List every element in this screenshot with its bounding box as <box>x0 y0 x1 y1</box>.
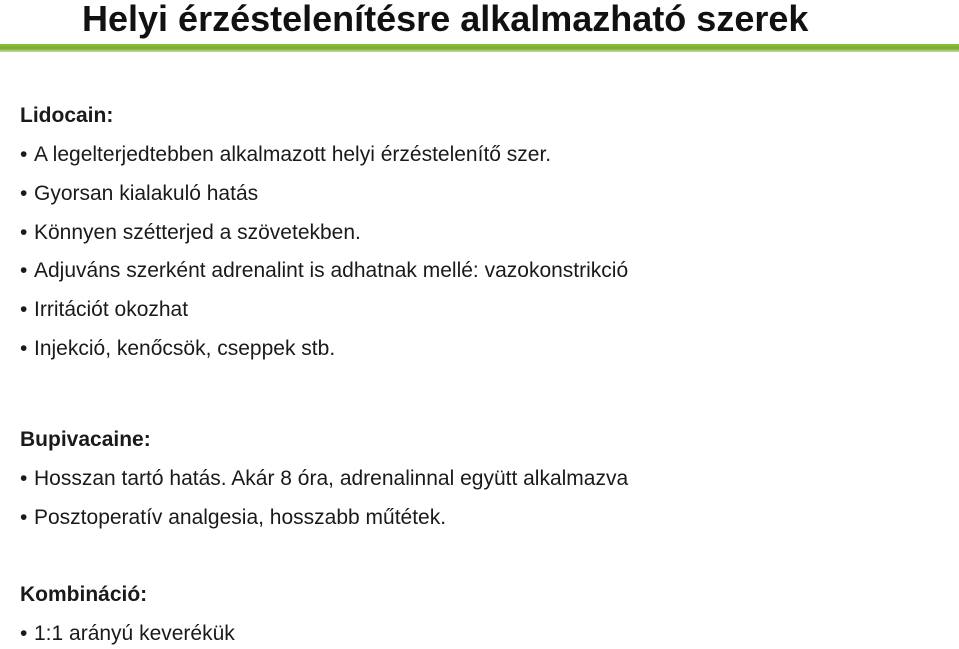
list-item <box>20 181 258 207</box>
page-title: Helyi érzéstelenítésre alkalmazható szerek <box>82 0 809 39</box>
list-item <box>20 142 551 168</box>
list-item <box>20 505 446 531</box>
list-item <box>20 466 628 492</box>
list-item <box>20 220 361 246</box>
list-item <box>20 258 628 284</box>
list-item-text: Irritációt okozhat <box>34 298 189 321</box>
bullet-icon: • <box>20 467 28 490</box>
bullet-icon: • <box>20 622 28 645</box>
title-underline-bar <box>0 44 959 52</box>
list-item <box>20 621 235 647</box>
list-item-text: Injekció, kenőcsök, cseppek stb. <box>34 337 336 360</box>
list-item-text: Könnyen szétterjed a szövetekben. <box>34 221 361 244</box>
bullet-icon: • <box>20 259 28 282</box>
bullet-icon: • <box>20 143 28 166</box>
list-item-text: A legelterjedtebben alkalmazott helyi érzéstelenítő szer. <box>34 143 552 166</box>
bullet-icon: • <box>20 298 28 321</box>
list-item-text: Posztoperatív analgesia, hosszabb műtétek. <box>34 506 447 529</box>
bullet-icon: • <box>20 337 28 360</box>
list-item-text: Hosszan tartó hatás. Akár 8 óra, adrenalinnal együtt alkalmazva <box>34 467 629 490</box>
list-item-text: 1:1 arányú keverékük <box>34 622 235 645</box>
section-heading-kombinacio: Kombináció: <box>20 583 148 606</box>
bullet-icon: • <box>20 221 28 244</box>
section-heading-lidocain: Lidocain: <box>20 104 114 127</box>
section-heading-bupivacaine: Bupivacaine: <box>20 428 151 451</box>
list-item-text: Adjuváns szerként adrenalint is adhatnak mellé: vazokonstrikció <box>34 259 629 282</box>
list-item <box>20 336 335 362</box>
bullet-icon: • <box>20 182 28 205</box>
list-item <box>20 297 188 323</box>
list-item-text: Gyorsan kialakuló hatás <box>34 182 259 205</box>
bullet-icon: • <box>20 506 28 529</box>
